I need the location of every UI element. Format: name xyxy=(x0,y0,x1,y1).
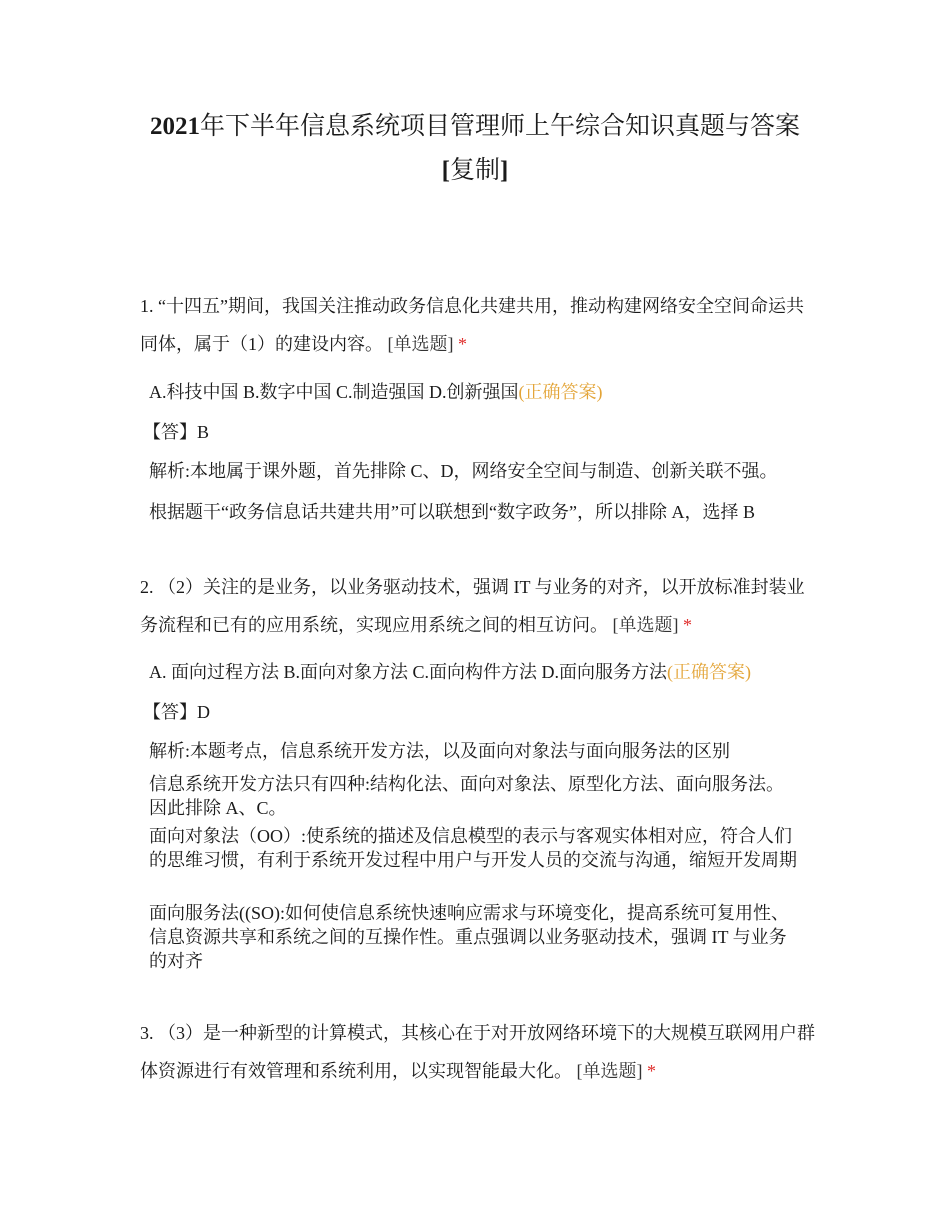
title-bracket-open: [ xyxy=(441,157,450,184)
question-2-options xyxy=(149,660,751,684)
question-1-answer: 【答】B xyxy=(143,422,210,442)
question-3-text: 3. （3）是一种新型的计算模式，其核心在于对开放网络环境下的大规模互联网用户群体资源进行有效管理和系统利用，以实现智能最大化。 xyxy=(140,1023,815,1081)
question-2-analysis-para-2: 面向对象法（OO）:使系统的描述及信息模型的表示与客观实体相对应，符合人们的思维习惯，有利于系统开发过程中用户与开发人员的交流与沟通，缩短开发周期 xyxy=(149,826,797,870)
question-1-text: 1. “十四五”期间，我国关注推动政务信息化共建共用，推动构建网络安全空间命运共同体，属于（1）的建设内容。 xyxy=(140,296,804,354)
question-3-stem xyxy=(140,1014,820,1090)
question-1-required-mark: * xyxy=(458,334,467,354)
question-2-analysis-para-3: 面向服务法((SO):如何使信息系统快速响应需求与环境变化，提高系统可复用性、信息资源共享和系统之间的互操作性。重点强调以业务驱动技术，强调 IT 与业务的对齐 xyxy=(149,903,789,971)
question-2-stem xyxy=(140,568,820,644)
question-2-text: 2. （2）关注的是业务，以业务驱动技术，强调 IT 与业务的对齐，以开放标准封装业务流程和已有的应用系统，实现应用系统之间的相互访问。 xyxy=(140,577,805,635)
question-2-correct-mark: (正确答案) xyxy=(667,662,752,682)
question-1-type-tag: [单选题] xyxy=(387,334,454,354)
question-2-answer: 【答】D xyxy=(143,702,210,722)
title-bracket-close: ] xyxy=(500,157,509,184)
title-text: 年下半年信息系统项目管理师上午综合知识真题与答案 xyxy=(199,113,800,140)
question-1-stem xyxy=(140,287,820,363)
question-2-options-text: A. 面向过程方法 B.面向对象方法 C.面向构件方法 D.面向服务方法 xyxy=(149,662,668,682)
copy-link[interactable]: 复制 xyxy=(449,157,500,184)
question-2-required-mark: * xyxy=(683,615,692,635)
question-3-required-mark: * xyxy=(647,1061,656,1081)
question-1-correct-mark: (正确答案) xyxy=(518,382,603,402)
question-2-type-tag: [单选题] xyxy=(612,615,679,635)
question-1-analysis-line-1: 解析:本地属于课外题，首先排除 C、D，网络安全空间与制造、创新关联不强。 xyxy=(149,461,778,481)
question-2-analysis-line-1: 解析:本题考点，信息系统开发方法，以及面向对象法与面向服务法的区别 xyxy=(149,741,730,761)
document-title xyxy=(110,105,840,193)
title-year: 2021 xyxy=(149,113,200,140)
question-1-options xyxy=(149,380,603,404)
question-1-analysis-line-2: 根据题干“政务信息话共建共用”可以联想到“数字政务”，所以排除 A，选择 B xyxy=(149,502,755,522)
question-1-options-text: A.科技中国 B.数字中国 C.制造强国 D.创新强国 xyxy=(149,382,519,402)
question-2-analysis-para-1: 信息系统开发方法只有四种:结构化法、面向对象法、原型化方法、面向服务法。因此排除 A、C。 xyxy=(149,774,784,818)
question-3-type-tag: [单选题] xyxy=(576,1061,643,1081)
